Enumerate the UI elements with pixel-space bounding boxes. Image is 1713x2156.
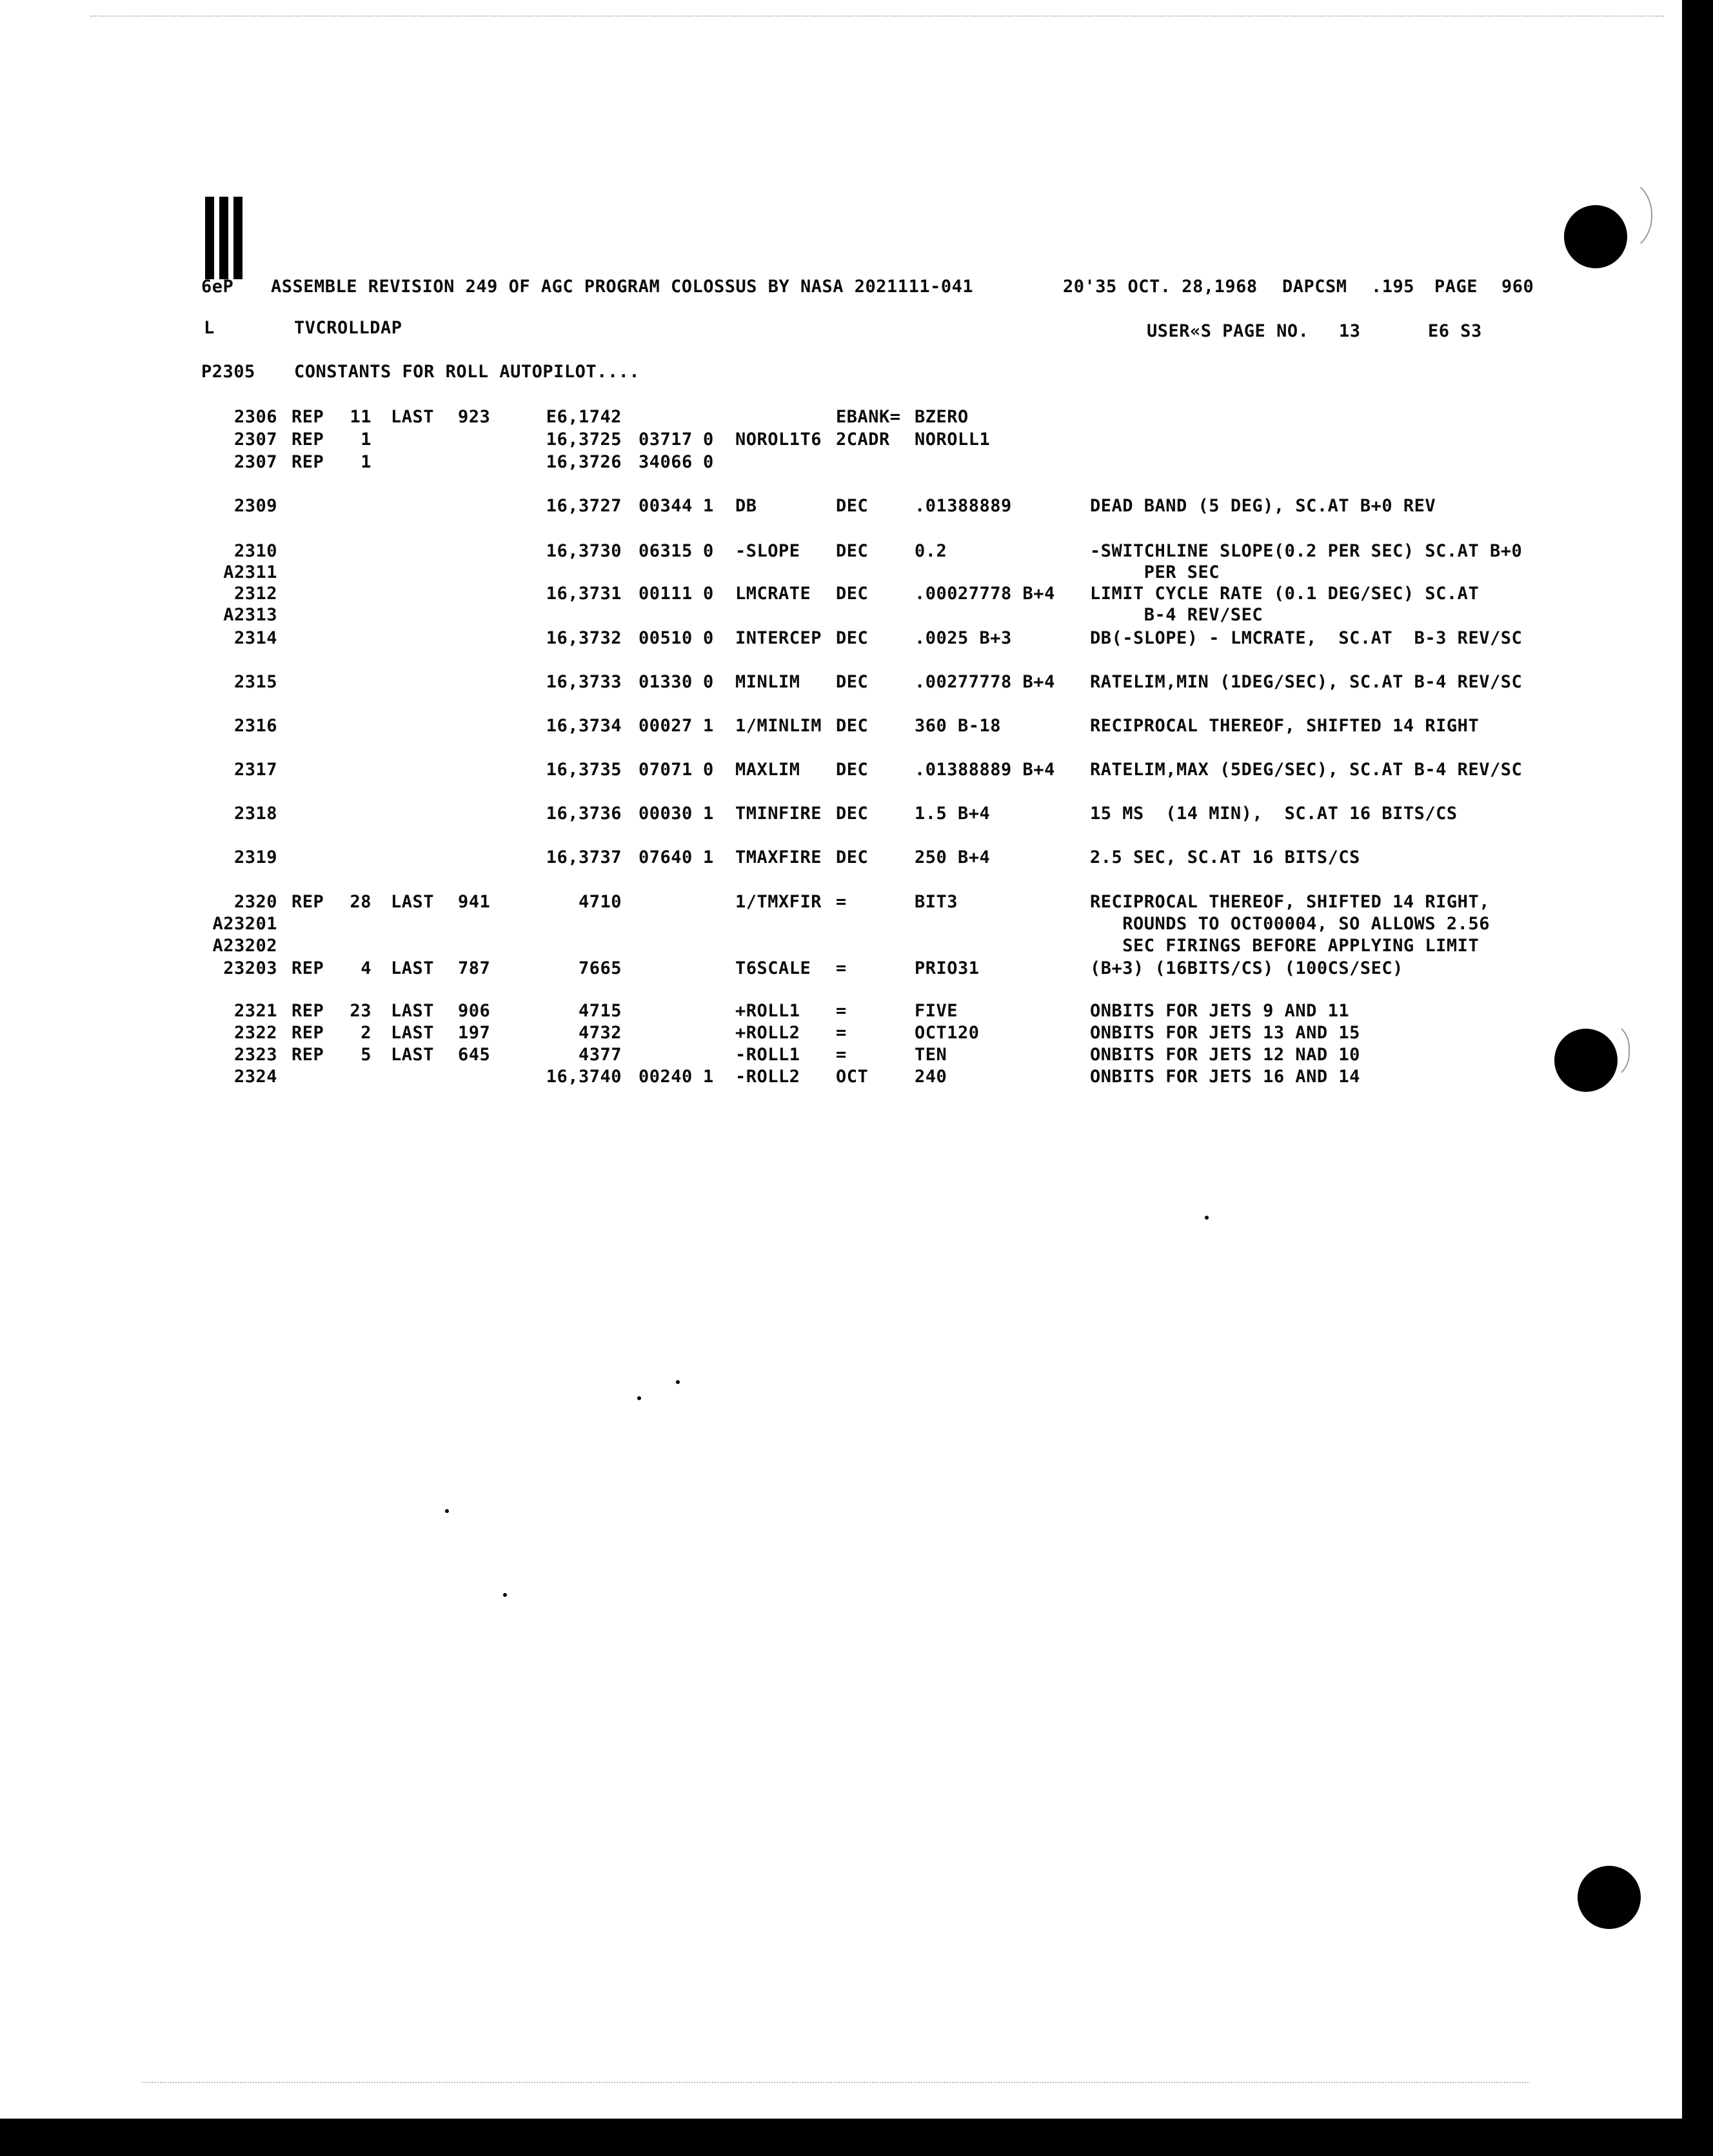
listing-cell-last: LAST bbox=[391, 958, 435, 978]
listing-cell-operand: .01388889 bbox=[915, 496, 1012, 516]
listing-cell-addr: 16,3730 bbox=[546, 541, 622, 561]
listing-cell-addr: 16,3737 bbox=[546, 847, 622, 867]
listing-cell-label: +ROLL2 bbox=[735, 1023, 800, 1043]
listing-cell-operand: 240 bbox=[915, 1067, 947, 1087]
listing-cell-rep: REP bbox=[292, 1023, 324, 1043]
listing-cell-comment: ONBITS FOR JETS 13 AND 15 bbox=[1090, 1023, 1360, 1043]
listing-cell-operand: .00277778 B+4 bbox=[915, 672, 1055, 692]
listing-cell-comment: LIMIT CYCLE RATE (0.1 DEG/SEC) SC.AT bbox=[1090, 584, 1480, 604]
listing-cell-op: = bbox=[836, 1001, 847, 1021]
listing-cell-code: 06315 bbox=[639, 541, 693, 561]
listing-cell-last: LAST bbox=[391, 407, 435, 427]
listing-cell-code: 00240 bbox=[639, 1067, 693, 1087]
scan-border-bottom bbox=[0, 2119, 1713, 2156]
listing-cell-operand: 0.2 bbox=[915, 541, 947, 561]
bank-ref: E6 S3 bbox=[1428, 321, 1482, 341]
listing-cell-code: 03717 bbox=[639, 430, 693, 450]
listing-cell-rep: REP bbox=[292, 452, 324, 472]
listing-cell-op: DEC bbox=[836, 672, 869, 692]
listing-cell-addr: 4715 bbox=[578, 1001, 622, 1021]
listing-cell-last-n: 906 bbox=[458, 1001, 491, 1021]
listing-cell-op: 2CADR bbox=[836, 430, 890, 450]
listing-cell-op: DEC bbox=[836, 541, 869, 561]
listing-cell-comment: SEC FIRINGS BEFORE APPLYING LIMIT bbox=[1090, 936, 1480, 956]
listing-cell-addr: 16,3733 bbox=[546, 672, 622, 692]
binder-hole-arc-middle bbox=[1603, 1020, 1630, 1081]
scan-speck bbox=[503, 1593, 507, 1597]
listing-cell-label: MAXLIM bbox=[735, 760, 800, 780]
listing-cell-comment: DB(-SLOPE) - LMCRATE, SC.AT B-3 REV/SC bbox=[1090, 628, 1523, 648]
listing-cell-comment: (B+3) (16BITS/CS) (100CS/SEC) bbox=[1090, 958, 1403, 978]
header-dapcsm: DAPCSM bbox=[1282, 277, 1347, 297]
listing-cell-line: 2317 bbox=[233, 760, 277, 780]
listing-cell-line: 2307 bbox=[233, 452, 277, 472]
listing-cell-label: DB bbox=[735, 496, 757, 516]
listing-cell-line: 2319 bbox=[233, 847, 277, 867]
listing-cell-rep-n: 5 bbox=[361, 1045, 371, 1065]
listing-cell-comment: 2.5 SEC, SC.AT 16 BITS/CS bbox=[1090, 847, 1360, 867]
listing-cell-comment: -SWITCHLINE SLOPE(0.2 PER SEC) SC.AT B+0 bbox=[1090, 541, 1523, 561]
listing-cell-comment: ROUNDS TO OCT00004, SO ALLOWS 2.56 bbox=[1090, 914, 1490, 934]
listing-cell-comment: RECIPROCAL THEREOF, SHIFTED 14 RIGHT bbox=[1090, 716, 1480, 736]
listing-cell-comment: RATELIM,MIN (1DEG/SEC), SC.AT B-4 REV/SC bbox=[1090, 672, 1523, 692]
listing-cell-label: +ROLL1 bbox=[735, 1001, 800, 1021]
header-title: ASSEMBLE REVISION 249 OF AGC PROGRAM COLOSSUS BY NASA 2021111-041 bbox=[271, 277, 974, 297]
listing-cell-line: 2310 bbox=[233, 541, 277, 561]
listing-cell-op: DEC bbox=[836, 496, 869, 516]
listing-cell-addr: 7665 bbox=[578, 958, 622, 978]
listing-cell-addr: 16,3725 bbox=[546, 430, 622, 450]
listing-cell-comment: ONBITS FOR JETS 12 NAD 10 bbox=[1090, 1045, 1360, 1065]
listing-cell-label: T6SCALE bbox=[735, 958, 811, 978]
listing-cell-op: DEC bbox=[836, 804, 869, 824]
listing-cell-operand: NOROLL1 bbox=[915, 430, 991, 450]
listing-cell-rep: REP bbox=[292, 407, 324, 427]
listing-cell-addr: E6,1742 bbox=[546, 407, 622, 427]
listing-cell-line: A2311 bbox=[223, 562, 277, 582]
listing-cell-line: A23202 bbox=[212, 936, 277, 956]
listing-cell-line: 2323 bbox=[233, 1045, 277, 1065]
listing-cell-addr: 16,3735 bbox=[546, 760, 622, 780]
listing-cell-line: 2306 bbox=[233, 407, 277, 427]
listing-cell-label: INTERCEP bbox=[735, 628, 822, 648]
scan-border-right bbox=[1682, 0, 1713, 2156]
listing-cell-line: 23203 bbox=[223, 958, 277, 978]
listing-cell-line: 2312 bbox=[233, 584, 277, 604]
listing-cell-operand: 250 B+4 bbox=[915, 847, 991, 867]
listing-cell-operand: OCT120 bbox=[915, 1023, 980, 1043]
listing-cell-op: DEC bbox=[836, 760, 869, 780]
listing-cell-rep: REP bbox=[292, 430, 324, 450]
header-code: 6eP bbox=[201, 277, 234, 297]
listing-cell-rep-n: 2 bbox=[361, 1023, 371, 1043]
listing-cell-last: LAST bbox=[391, 1001, 435, 1021]
listing-cell-operand: BZERO bbox=[915, 407, 969, 427]
header-page-label: PAGE bbox=[1434, 277, 1478, 297]
scan-speck bbox=[637, 1396, 641, 1400]
listing-cell-flag: 0 bbox=[703, 430, 714, 450]
listing-cell-flag: 1 bbox=[703, 804, 714, 824]
binder-hole-arc-top bbox=[1606, 175, 1652, 255]
listing-cell-addr: 16,3740 bbox=[546, 1067, 622, 1087]
listing-cell-op: = bbox=[836, 1023, 847, 1043]
listing-cell-label: NOROL1T6 bbox=[735, 430, 822, 450]
header-page-number: 960 bbox=[1501, 277, 1534, 297]
scan-speck bbox=[1205, 1216, 1209, 1220]
listing-cell-code: 00510 bbox=[639, 628, 693, 648]
listing-cell-rep-n: 1 bbox=[361, 452, 371, 472]
listing-cell-comment: RATELIM,MAX (5DEG/SEC), SC.AT B-4 REV/SC bbox=[1090, 760, 1523, 780]
listing-cell-flag: 0 bbox=[703, 760, 714, 780]
listing-cell-comment: ONBITS FOR JETS 16 AND 14 bbox=[1090, 1067, 1360, 1087]
listing-cell-line: 2322 bbox=[233, 1023, 277, 1043]
subheader-name: TVCROLLDAP bbox=[294, 318, 402, 338]
listing-cell-label: LMCRATE bbox=[735, 584, 811, 604]
listing-cell-last-n: 941 bbox=[458, 892, 491, 912]
listing-cell-operand: FIVE bbox=[915, 1001, 958, 1021]
listing-cell-comment: ONBITS FOR JETS 9 AND 11 bbox=[1090, 1001, 1350, 1021]
listing-cell-comment: 15 MS (14 MIN), SC.AT 16 BITS/CS bbox=[1090, 804, 1458, 824]
listing-cell-rep: REP bbox=[292, 1045, 324, 1065]
listing-cell-addr: 16,3736 bbox=[546, 804, 622, 824]
listing-cell-operand: .0025 B+3 bbox=[915, 628, 1012, 648]
listing-cell-operand: .00027778 B+4 bbox=[915, 584, 1055, 604]
listing-cell-op: = bbox=[836, 958, 847, 978]
listing-cell-comment: B-4 REV/SEC bbox=[1090, 605, 1263, 625]
scan-speck bbox=[676, 1380, 680, 1384]
listing-cell-addr: 16,3734 bbox=[546, 716, 622, 736]
registration-bars bbox=[205, 197, 252, 284]
listing-cell-last-n: 787 bbox=[458, 958, 491, 978]
binder-hole-bottom bbox=[1578, 1866, 1641, 1929]
listing-cell-rep-n: 28 bbox=[350, 892, 371, 912]
listing-cell-flag: 0 bbox=[703, 584, 714, 604]
listing-cell-comment: RECIPROCAL THEREOF, SHIFTED 14 RIGHT, bbox=[1090, 892, 1490, 912]
listing-cell-line: 2316 bbox=[233, 716, 277, 736]
listing-cell-flag: 1 bbox=[703, 496, 714, 516]
bottom-dotted-edge bbox=[142, 2082, 1529, 2083]
listing-cell-operand: BIT3 bbox=[915, 892, 958, 912]
listing-cell-rep-n: 4 bbox=[361, 958, 371, 978]
listing-cell-last-n: 197 bbox=[458, 1023, 491, 1043]
listing-cell-line: A23201 bbox=[212, 914, 277, 934]
listing-cell-addr: 4710 bbox=[578, 892, 622, 912]
listing-cell-last-n: 645 bbox=[458, 1045, 491, 1065]
listing-cell-op: DEC bbox=[836, 628, 869, 648]
listing-cell-operand: 1.5 B+4 bbox=[915, 804, 991, 824]
listing-cell-code: 01330 bbox=[639, 672, 693, 692]
listing-cell-code: 07640 bbox=[639, 847, 693, 867]
listing-cell-line: 2321 bbox=[233, 1001, 277, 1021]
listing-cell-last: LAST bbox=[391, 1045, 435, 1065]
listing-cell-label: -ROLL1 bbox=[735, 1045, 800, 1065]
listing-cell-line: 2324 bbox=[233, 1067, 277, 1087]
listing-cell-addr: 16,3731 bbox=[546, 584, 622, 604]
listing-cell-op: DEC bbox=[836, 584, 869, 604]
listing-cell-last: LAST bbox=[391, 1023, 435, 1043]
header-timestamp: 20'35 OCT. 28,1968 bbox=[1063, 277, 1258, 297]
listing-cell-last-n: 923 bbox=[458, 407, 491, 427]
listing-cell-operand: .01388889 B+4 bbox=[915, 760, 1055, 780]
listing-cell-label: 1/MINLIM bbox=[735, 716, 822, 736]
listing-cell-rep-n: 1 bbox=[361, 430, 371, 450]
header-dapcsm-value: .195 bbox=[1371, 277, 1415, 297]
listing-cell-code: 00111 bbox=[639, 584, 693, 604]
listing-cell-op: = bbox=[836, 1045, 847, 1065]
listing-cell-label: -SLOPE bbox=[735, 541, 800, 561]
user-page-number: 13 bbox=[1339, 321, 1361, 341]
listing-cell-operand: 360 B-18 bbox=[915, 716, 1002, 736]
listing-cell-op: DEC bbox=[836, 847, 869, 867]
listing-cell-line: 2307 bbox=[233, 430, 277, 450]
listing-cell-rep: REP bbox=[292, 958, 324, 978]
listing-cell-flag: 0 bbox=[703, 672, 714, 692]
listing-cell-rep-n: 11 bbox=[350, 407, 371, 427]
section-title: CONSTANTS FOR ROLL AUTOPILOT.... bbox=[294, 362, 640, 382]
listing-cell-line: 2315 bbox=[233, 672, 277, 692]
listing-cell-op: OCT bbox=[836, 1067, 869, 1087]
listing-cell-addr: 16,3726 bbox=[546, 452, 622, 472]
section-line-number: P2305 bbox=[201, 362, 255, 382]
listing-cell-code: 34066 bbox=[639, 452, 693, 472]
listing-cell-line: A2313 bbox=[223, 605, 277, 625]
listing-cell-label: TMAXFIRE bbox=[735, 847, 822, 867]
listing-cell-comment: PER SEC bbox=[1090, 562, 1220, 582]
listing-cell-op: DEC bbox=[836, 716, 869, 736]
listing-cell-code: 07071 bbox=[639, 760, 693, 780]
listing-cell-line: 2318 bbox=[233, 804, 277, 824]
subheader-l: L bbox=[204, 318, 215, 338]
listing-cell-flag: 1 bbox=[703, 847, 714, 867]
listing-cell-code: 00030 bbox=[639, 804, 693, 824]
listing-cell-op: = bbox=[836, 892, 847, 912]
listing-cell-label: TMINFIRE bbox=[735, 804, 822, 824]
listing-cell-flag: 1 bbox=[703, 716, 714, 736]
listing-cell-label: 1/TMXFIR bbox=[735, 892, 822, 912]
listing-cell-addr: 4732 bbox=[578, 1023, 622, 1043]
listing-cell-addr: 16,3727 bbox=[546, 496, 622, 516]
listing-cell-rep-n: 23 bbox=[350, 1001, 371, 1021]
listing-cell-code: 00027 bbox=[639, 716, 693, 736]
listing-cell-addr: 4377 bbox=[578, 1045, 622, 1065]
listing-cell-flag: 0 bbox=[703, 628, 714, 648]
listing-cell-flag: 0 bbox=[703, 541, 714, 561]
listing-cell-comment: DEAD BAND (5 DEG), SC.AT B+0 REV bbox=[1090, 496, 1436, 516]
listing-cell-label: -ROLL2 bbox=[735, 1067, 800, 1087]
listing-cell-flag: 1 bbox=[703, 1067, 714, 1087]
listing-cell-op: EBANK= bbox=[836, 407, 901, 427]
listing-cell-operand: PRIO31 bbox=[915, 958, 980, 978]
listing-cell-addr: 16,3732 bbox=[546, 628, 622, 648]
listing-cell-flag: 0 bbox=[703, 452, 714, 472]
scan-speck bbox=[445, 1509, 449, 1513]
listing-cell-rep: REP bbox=[292, 1001, 324, 1021]
listing-cell-operand: TEN bbox=[915, 1045, 947, 1065]
listing-cell-line: 2314 bbox=[233, 628, 277, 648]
listing-cell-last: LAST bbox=[391, 892, 435, 912]
top-dotted-edge bbox=[90, 15, 1664, 17]
listing-cell-rep: REP bbox=[292, 892, 324, 912]
listing-cell-label: MINLIM bbox=[735, 672, 800, 692]
listing-cell-line: 2320 bbox=[233, 892, 277, 912]
user-page-label: USER«S PAGE NO. bbox=[1147, 321, 1309, 341]
listing-cell-line: 2309 bbox=[233, 496, 277, 516]
listing-cell-code: 00344 bbox=[639, 496, 693, 516]
